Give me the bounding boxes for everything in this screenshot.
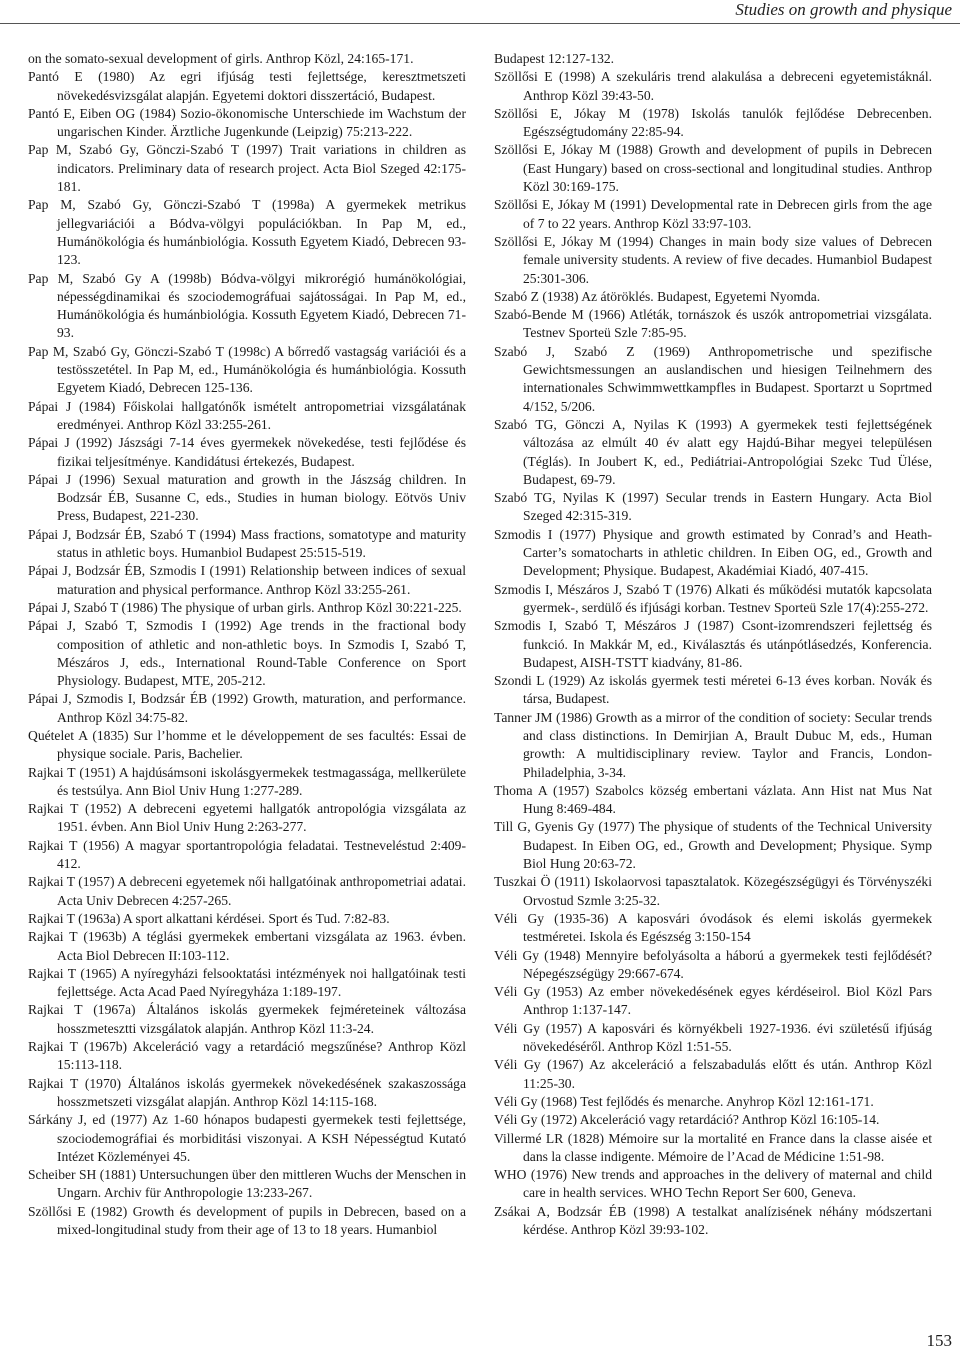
reference-entry: Pápai J (1996) Sexual maturation and growth in the Jászság children. In Bodzsár ÉB, Susanne C, eds., Studies in human biology. Eötvös Univ Press, Budapest, 221-230. bbox=[28, 471, 466, 524]
reference-entry: Rajkai T (1956) A magyar sportantropológia feladatai. Testneveléstud 2:409-412. bbox=[28, 837, 466, 872]
reference-entry: Véli Gy (1972) Akceleráció vagy retardáció? Anthrop Közl 16:105-14. bbox=[494, 1112, 880, 1128]
reference-entry: Rajkai T (1963b) A téglási gyermekek embertani vizsgálata az 1963. évben. Acta Biol Debrecen II:103-112. bbox=[28, 929, 466, 963]
reference-entry: Scheiber SH (1881) Untersuchungen über den mittleren Wuchs der Menschen in Ungarn. Archiv für Anthropologie 13:233-267. bbox=[28, 1167, 466, 1201]
reference-entry: Szmodis I, Szabó T, Mészáros J (1987) Csont-izomrendszeri fejlettség és funkció. In Makkár M, ed., Kiválasztás és utánpótlásedzés, Konferencia. Budapest, AISH-TSTT kiadvány, 81-86. bbox=[494, 618, 932, 670]
reference-entry: Szöllősi E, Jókay M (1978) Iskolás tanulók fejlődése Debrecenben. Egészségtudomány 22:85-94. bbox=[494, 105, 932, 140]
reference-entry: Rajkai T (1967b) Akceleráció vagy a retardáció megszűnése? Anthrop Közl 15:113-118. bbox=[28, 1039, 466, 1073]
reference-entry: Véli Gy (1935-36) A kaposvári óvodások és elemi iskolás gyermekek testméretei. Iskola és Egészség 3:150-154 bbox=[494, 910, 932, 945]
reference-entry: Villermé LR (1828) Mémoire sur la mortalité en France dans la classe aisée et dans la classe indigente. Mémoire de l’Acad de Médicine 1:51-98. bbox=[494, 1130, 932, 1164]
reference-entry: Till G, Gyenis Gy (1977) The physique of students of the Technical University Budapest. In Eiben OG, ed., Growth and Development; Physique. Symp Biol Hung 20:63-72. bbox=[494, 819, 932, 872]
reference-entry: Zsákai A, Bodzsár ÉB (1998) A testalkat analízisének néhány módszertani kérdése. Anthrop Közl 39:93-102. bbox=[494, 1203, 932, 1237]
reference-entry: Szöllősi E, Jókay M (1988) Growth and development of pupils in Debrecen (East Hungary) based on cross-sectional and longitudinal studies. Anthrop Közl 30:169-175. bbox=[494, 142, 932, 195]
reference-entry: Pantó E (1980) Az egri ifjúság testi fejlettsége, keresztmetszeti növekedésvizsgálat alapján. Egyetemi doktori disszertáció, Budapest. bbox=[28, 69, 466, 103]
reference-entry: Quételet A (1835) Sur l’homme et le développement de ses facultés: Essai de physique sociale. Paris, Bachelier. bbox=[28, 727, 466, 762]
reference-entry: Pápai J, Bodzsár ÉB, Szmodis I (1991) Relationship between indices of sexual maturation and physical performance. Anthrop Közl 33:255-261. bbox=[28, 563, 466, 597]
header-rule bbox=[0, 23, 960, 24]
reference-entry: Szabó TG, Nyilas K (1997) Secular trends in Eastern Hungary. Acta Biol Szeged 42:315-319. bbox=[494, 490, 932, 524]
reference-entry: Pápai J (1992) Jászsági 7-14 éves gyermekek növekedése, testi fejlődése és fizikai teljesítménye. Kandidátusi értekezés, Budapest. bbox=[28, 435, 466, 469]
reference-entry: Pápai J (1984) Főiskolai hallgatónők ismételt antropometriai vizsgálatának eredményei. Anthrop Közl 33:255-261. bbox=[28, 398, 466, 432]
reference-entry: Pap M, Szabó Gy A (1998b) Bódva-völgyi mikrorégió humánökológiai, népességdinamikai és szociodemográfuai sajátosságai. In Pap M, ed., Humánökológia és humánbiológia. Kossuth Egyetem Kiadó, Debrecen 71-93. bbox=[28, 270, 466, 341]
reference-entry: Budapest 12:127-132. bbox=[494, 51, 615, 66]
reference-entry: Rajkai T (1951) A hajdúsámsoni iskolásgyermekek testmagassága, mellkerülete és testsúlya. Ann Biol Univ Hung 1:277-289. bbox=[28, 764, 466, 798]
reference-entry: Rajkai T (1952) A debreceni egyetemi hallgatók antropológia vizsgálata az 1951. évben. Ann Biol Univ Hung 2:263-277. bbox=[28, 801, 466, 835]
reference-entry: Rajkai T (1963a) A sport alkattani kérdései. Sport és Tud. 7:82-83. bbox=[28, 910, 390, 926]
reference-entry: Pap M, Szabó Gy, Gönczi-Szabó T (1998a) A gyermekek metrikus jellegvariációi a Bódva-völgyi populációkban. In Pap M, ed., Humánökológia és humánbiológia. Kossuth Egyetem Kiadó, Debrecen 93-123. bbox=[28, 197, 466, 268]
page-number: 153 bbox=[926, 1331, 952, 1350]
reference-entry: Szöllősi E (1998) A szekuláris trend alakulása a debreceni egyetemistáknál. Anthrop Közl 39:43-50. bbox=[494, 69, 932, 103]
reference-entry: Pápai J, Szabó T (1986) The physique of urban girls. Anthrop Közl 30:221-225. bbox=[28, 599, 462, 615]
reference-entry: Véli Gy (1968) Test fejlődés és menarche. Anyhrop Közl 12:161-171. bbox=[494, 1093, 874, 1109]
reference-entry: Rajkai T (1970) Általános iskolás gyermekek növekedésének szakaszossága hosszmetszeti vizsgálat alapján. Anthrop Közl 14:115-168. bbox=[28, 1075, 466, 1109]
reference-entry: Tanner JM (1986) Growth as a mirror of the condition of society: Secular trends and class distinctions. In Demirjian A, Brault Dubuc M, eds., Human growth: A multidisciplinary review. Taylor and Francis, London-Philadelphia, 3-34. bbox=[494, 709, 932, 780]
reference-list-left bbox=[28, 50, 466, 1239]
reference-entry: Véli Gy (1957) A kaposvári és környékbeli 1927-1936. évi születésű ifjúság növekedéséről. Anthrop Közl 1:51-55. bbox=[494, 1020, 932, 1055]
reference-entry: Véli Gy (1948) Mennyire befolyásolta a háború a gyermekek testi fejlődését? Népegészségügy 29:667-674. bbox=[494, 947, 932, 981]
reference-entry: Szöllősi E, Jókay M (1991) Developmental rate in Debrecen girls from the age of 7 to 22 years. Anthrop Közl 33:97-103. bbox=[494, 197, 932, 231]
reference-entry: Szabó TG, Gönczi A, Nyilas K (1993) A gyermekek testi fejlettségének változása az elmúlt 40 év alatt egy Hajdú-Bihar megyei településen (Téglás). In Joubert K, ed., Pediátriai-Antropológiai Szekc Tud Ülése, Budapest, 69-79. bbox=[494, 416, 932, 487]
reference-entry: Szmodis I, Mészáros J, Szabó T (1976) Alkati és működési mutatók kapcsolata gyermek-, serdülő és ifjúsági korban. Testnev Sporteü Szle 17(4):255-272. bbox=[494, 581, 932, 615]
reference-entry: Pápai J, Bodzsár ÉB, Szabó T (1994) Mass fractions, somatotype and maturity status in athletic boys. Humanbiol Budapest 25:515-519. bbox=[28, 526, 466, 561]
reference-entry: Véli Gy (1967) Az akceleráció a felszabadulás előtt és után. Anthrop Közl 11:25-30. bbox=[494, 1057, 932, 1091]
reference-entry: Szabó-Bende M (1966) Atléták, tornászok és uszók antropometriai vizsgálata. Testnev Sporteü Szle 7:85-95. bbox=[494, 307, 932, 341]
reference-entry: Pápai J, Szabó T, Szmodis I (1992) Age trends in the fractional body composition of athletic and non-athletic boys. In Szmodis I, Szabó T, Mészáros J, eds., International Round-Table Conference on Sport Physiology. Budapest, MTE, 205-212. bbox=[28, 618, 466, 689]
reference-entry: Rajkai T (1965) A nyíregyházi felsooktatási intézmények noi hallgatóinak testi fejlettsége. Acta Acad Paed Nyíregyháza 1:189-197. bbox=[28, 965, 466, 1000]
reference-entry: Pápai J, Szmodis I, Bodzsár ÉB (1992) Growth, maturation, and performance. Anthrop Közl 34:75-82. bbox=[28, 691, 466, 725]
reference-entry: Szöllősi E (1982) Growth és development of pupils in Debrecen, based on a mixed-longitudinal study from their age of 13 to 18 years. Humanbiol bbox=[28, 1203, 466, 1237]
reference-entry: Rajkai T (1967a) Általános iskolás gyermekek fejméreteinek változása hosszmetesztti vizsgálatok alapján. Anthrop Közl 11:3-24. bbox=[28, 1002, 466, 1036]
reference-entry: Pantó E, Eiben OG (1984) Sozio-ökonomische Unterschiede im Wachstum der ungarischen Kinder. Ärztliche Jugenkunde (Leipzig) 75:213-222. bbox=[28, 105, 466, 140]
reference-entry: Szabó Z (1938) Az átöröklés. Budapest, Egyetemi Nyomda. bbox=[494, 288, 821, 304]
running-head: Studies on growth and physique bbox=[735, 0, 952, 19]
reference-entry: Szondi L (1929) Az iskolás gyermek testi méretei 6-13 éves korban. Novák és társa, Budapest. bbox=[494, 673, 932, 707]
reference-entry: Tuszkai Ö (1911) Iskolaorvosi tapasztalatok. Közegészségügyi és Törvényszéki Orvostud Szmle 3:25-32. bbox=[494, 874, 932, 908]
reference-entry: on the somato-sexual development of girls. Anthrop Közl, 24:165-171. bbox=[28, 51, 414, 66]
reference-list-right bbox=[494, 50, 932, 1239]
reference-entry: Sárkány J, ed (1977) Az 1-60 hónapos budapesti gyermekek testi fejlettsége, szociodemográfiai és morbiditási viszonyai. A KSH Népességtud Kutató Intézet Közleményei 45. bbox=[28, 1112, 466, 1164]
reference-entry: Szabó J, Szabó Z (1969) Anthropometrische und spezifische Gewichtsmessungen an auslandischen und hiesigen Teilnehmern des internationales Schwimmwettkampfles in Budapest. Sportarzt u Soprtmed 4/152, 5/206. bbox=[494, 343, 932, 414]
reference-entry: Thoma A (1957) Szabolcs község embertani vázlata. Ann Hist nat Mus Nat Hung 8:469-484. bbox=[494, 782, 932, 817]
reference-entry: Szöllősi E, Jókay M (1994) Changes in main body size values of Debrecen female university students. A review of five decades. Humanbiol Budapest 25:301-306. bbox=[494, 233, 932, 286]
reference-entry: Véli Gy (1953) Az ember növekedésének egyes kérdéseirol. Biol Közl Pars Anthrop 1:137-147. bbox=[494, 984, 932, 1018]
reference-entry: WHO (1976) New trends and approaches in the delivery of maternal and child care in health services. WHO Techn Report Ser 600, Geneva. bbox=[494, 1167, 932, 1201]
reference-entry: Pap M, Szabó Gy, Gönczi-Szabó T (1997) Trait variations in children as indicators. Preliminary data of research project. Acta Biol Szeged 42:175-181. bbox=[28, 142, 466, 195]
reference-entry: Rajkai T (1957) A debreceni egyetemek női hallgatóinak anthropometriai adatai. Acta Univ Debrecen 4:257-265. bbox=[28, 874, 466, 908]
reference-entry: Pap M, Szabó Gy, Gönczi-Szabó T (1998c) A bőrredő vastagság variációi és a testösszetétel. In Pap M, ed., Humánökológia és humánbiológia. Kossuth Egyetem Kiadó, Debrecen 125-136. bbox=[28, 343, 466, 396]
reference-entry: Szmodis I (1977) Physique and growth estimated by Conrad’s and Heath-Carter’s somatocharts in athletic children. In Eiben OG, ed., Growth and Development; Physique. Budapest, Akadémiai Kiadó, 407-415. bbox=[494, 526, 932, 579]
